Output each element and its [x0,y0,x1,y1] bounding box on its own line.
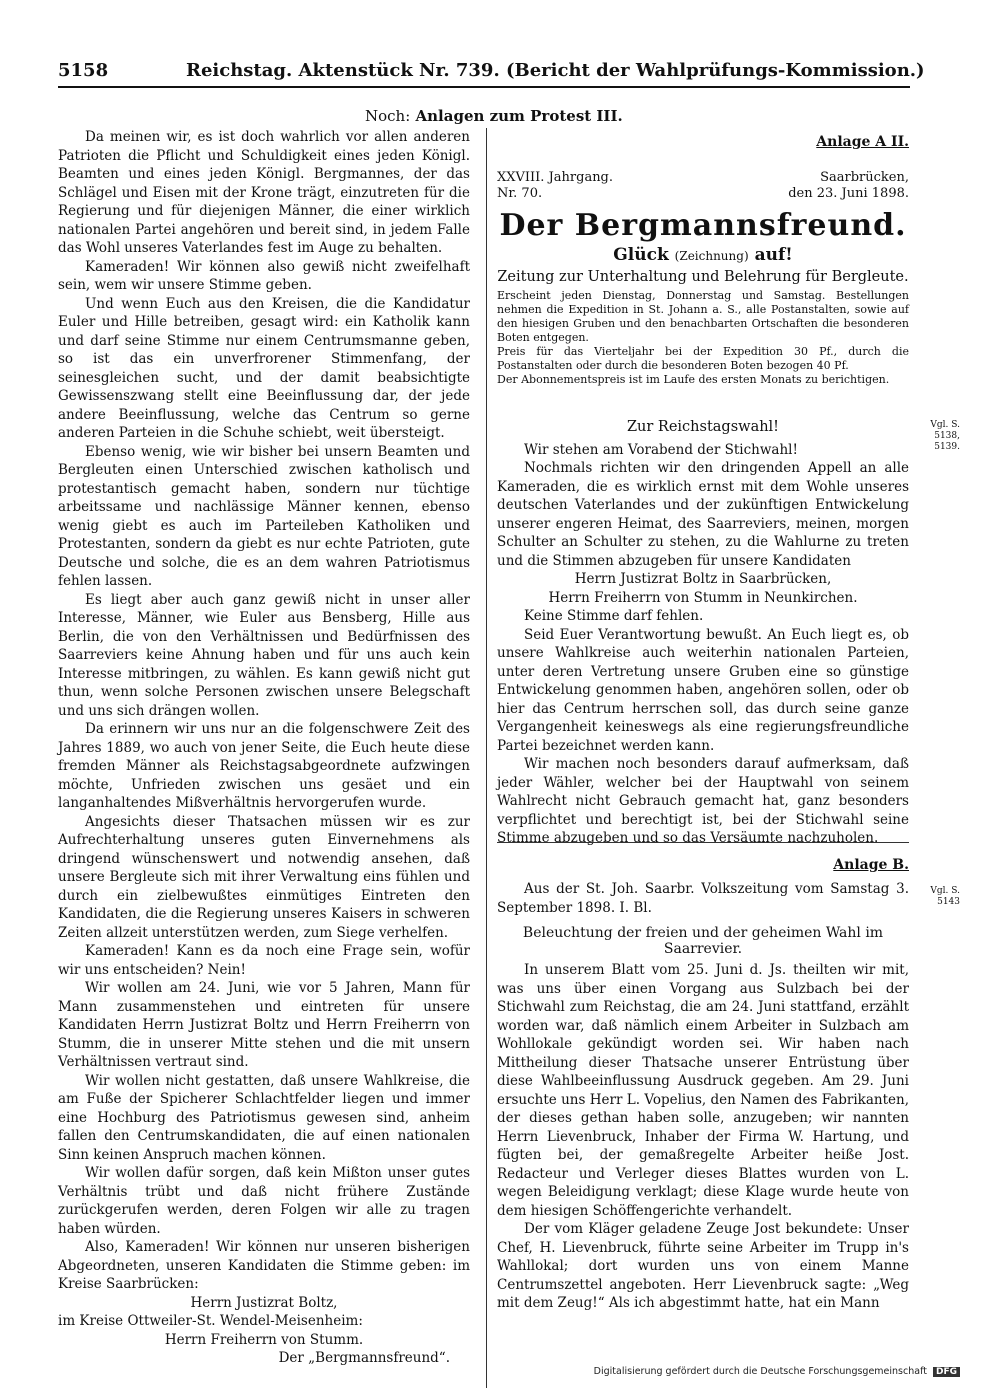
place: Saarbrücken, [820,170,909,185]
candidate-line: Herrn Freiherrn von Stumm. [164,1331,364,1348]
paragraph: Der vom Kläger geladene Zeuge Jost bekundete: Unser Chef, H. Lievenbruck, führte seine Arbeiter im Trupp in's Wahllokal; dort wurden uns von einem Manne Centrumszettel angeboten. Herr Lievenbruck sagte: „Weg mit dem Zeug!“ Als ich abgestimmt hatte, hat ein Mann [497,1221,909,1311]
subscription-notice: Erscheint jeden Dienstag, Donnerstag und Samstag. Bestellungen nehmen die Expedition in St. Johann a. S., alle Postanstalten, sowie auf den hiesigen Gruben und den benachbarten Ortschaften die besonderen Boten entgegen. Preis für das Vierteljahr bei der Expedition 30 Pf., durch die Postanstalten oder durch die besonderen Boten bezogen 40 Pf. Der Abonnementspreis ist im Laufe des ersten Monats zu berichtigen. [497,289,909,386]
article-heading: Zur Reichstagswahl! [626,419,780,435]
dfg-logo: DFG [933,1367,960,1377]
paragraph: In unserem Blatt vom 25. Juni d. Js. theilten wir mit, was uns über einen Vorgang aus Sulzbach bei der Stichwahl zum Reichstag, die am 24. Juni stattfand, erzählt worden war, daß nämlich einem Arbeiter in Sulzbach am Wohllokale gekündigt worden sei. Wir haben nach Mittheilung dieser Thatsache unserer Entrüstung über diese Wahlbeeinflussung Ausdruck gegeben. Am 29. Juni ersuchte uns Herr L. Vopelius, den Namen des Fabrikanten, der dieses gethan haben solle, anzugeben; wir nannten Herrn Lievenbruck, Inhaber der Firma W. Hartung, und fügten bei, der gemaßregelte Arbeiter heiße Jost. Redacteur und Verleger dieses Blattes wurden von L. wegen Beleidigung verklagt; diese Klage wurde heute von dem hiesigen Schöffengerichte verhandelt. [497,962,909,1219]
intro: Aus der St. Joh. Saarbr. Volkszeitung vom Samstag 3. September 1898. I. Bl. [497,881,909,916]
paragraph: Und wenn Euch aus den Kreisen, die die Kandidatur Euler und Hille betreiben, gesagt wird: ein Katholik kann und darf seine Stimme nur einem Centrumsmanne geben, so ist das ein unverfrorener Stimmenfang, der seinesgleichen sucht, und der damit beabsichtigte Gewissenszwang stellt eine Beeinflussung dar, der jede andere Beeinflussung, welche das Centrum so gerne anderen Parteien in die Schuhe schiebt, weit übersteigt. [58,295,470,441]
paragraph: Kameraden! Wir können also gewiß nicht zweifelhaft sein, wem wir unsere Stimme geben. [58,258,470,293]
section-rule [497,842,909,843]
paragraph: Wir wollen nicht gestatten, daß unsere Wahlkreise, die am Fuße der Spicherer Schlachtfelder liegen und immer eine Hochburg des Patriotismus gewesen sind, anheim fallen den Centrumskandidaten, die auf einen nationalen Sinn keinen Anspruch machen können. [58,1072,470,1163]
annex-a-label: Anlage A II. [816,134,909,150]
paragraph: Es liegt aber auch ganz gewiß nicht in unser aller Interesse, Männer, wie Euler aus Bensberg, Hille aus Berlin, die von den Verhältnissen und Bedürfnissen des Saarreviers keine Ahnung haben und für uns auch kein Interesse mitbringen, zu wählen. Es kann gewiß nicht gut thun, wenn solche Personen zwischen unsere Belegschaft und uns sich drängen wollen. [58,591,470,719]
paragraph: Seid Euer Verantwortung bewußt. An Euch liegt es, ob unsere Wahlkreise auch weiterhin nationalen Parteien, unter deren Vertretung unsere Gruben eine so günstige Entwickelung genommen haben, angehören sollen, oder ob hier das Centrum herrschen soll, das durch seine ganze Vergangenheit keineswegs als eine regierungsfreundliche Partei bezeichnet werden kann. [497,626,909,754]
paragraph: Wir wollen dafür sorgen, daß kein Mißton unser gutes Verhältnis trübt und daß nicht frühere Zustände zurückgerufen werden, deren Folgen wir alle zu tragen haben würden. [58,1165,470,1237]
signature: Der „Bergmannsfreund“. [278,1350,450,1366]
issue: Nr. 70. [497,186,543,201]
newspaper-masthead [497,170,909,387]
candidate-line: Herrn Justizrat Boltz in Saarbrücken, [574,571,832,587]
paragraph: Wir wollen am 24. Juni, wie vor 5 Jahren, Mann für Mann zusammenstehen und eintreten für unsere Kandidaten Herrn Justizrat Boltz und Herrn Freiherrn von Stumm, die in unserer Mitte stehen und die mit unsern Verhältnissen vertraut sind. [58,980,470,1070]
left-column [58,128,470,1368]
section-title: Noch: Anlagen zum Protest III. [365,107,623,125]
sidenote: Vgl. S. 5143 [930,886,960,907]
tagline: Zeitung zur Unterhaltung und Belehrung für Bergleute. [497,269,909,285]
paragraph: Keine Stimme darf fehlen. [524,608,704,624]
column-divider [486,128,487,1388]
newspaper-title: Der Bergmannsfreund. [499,208,907,243]
article-reichstagswahl [497,418,909,848]
sidenote: Vgl. S. 5138, 5139. [930,420,960,452]
paragraph: Da meinen wir, es ist doch wahrlich vor allen anderen Patrioten die Pflicht und Schuldigkeit eines jeden Königl. Beamten und eines jeden Königl. Bergmannes, der das Schlägel und Eisen mit der Krone trägt, einzutreten für die Regierung und für diejenigen Männer, die einer wirklich nationalen Partei angehören und bereit sind, in jedem Falle das Wohl unseres Vaterlandes fest im Auge zu behalten. [58,129,470,256]
paragraph: Da erinnern wir uns nur an die folgenschwere Zeit des Jahres 1889, wo auch von jener Seite, die Euch heute diese fremden Männer als Reichstagsabgeordnete aufzwingen möchte, Unfrieden zwischen uns gesäet und ein langanhaltendes Mißverhältnis hervorgerufen wurde. [58,721,470,811]
volume: XXVIII. Jahrgang. [497,170,614,185]
candidate-line: Herrn Freiherrn von Stumm in Neunkirchen. [548,589,858,606]
paragraph: Kameraden! Kann es da noch eine Frage sein, wofür wir uns entscheiden? Nein! [58,943,470,978]
paragraph: Nochmals richten wir den dringenden Appell an alle Kameraden, die es wirklich ernst mit dem Wohle unseres deutschen Vaterlandes und der zukünftigen Entwickelung unserer engeren Heimat, des Saarreviers, meinen, morgen Schulter an Schulter zu stehen, zu die Wahlurne zu treten und die Stimmen abzugeben für unsere Kandidaten [497,460,909,569]
candidate-line: Herrn Justizrat Boltz, [190,1294,338,1311]
paragraph: Wir stehen am Vorabend der Stichwahl! [524,441,798,458]
paragraph: Ebenso wenig, wie wir bisher bei unsern Beamten und Bergleuten einen Unterschied zwischen katholisch und protestantisch gemacht haben, sondern nur tüchtige arbeitssame und nachlässige Männer kennen, ebenso wenig giebt es auch im Parteileben Katholiken und Protestanten, sondern da giebt es nur echte Patrioten, gute Deutsche und solche, die es an dem wahren Patriotismus fehlen lassen. [58,443,470,589]
header-title: Reichstag. Aktenstück Nr. 739. (Bericht der Wahlprüfungs-Kommission.) [186,60,925,81]
article-heading: Beleuchtung der freien und der geheimen Wahl im Saarrevier. [522,925,884,957]
header-rule [58,86,910,88]
footer [594,1366,960,1377]
paragraph: Angesichts dieser Thatsachen müssen wir es zur Aufrechterhaltung unseres guten Einvernehmens als dringend wünschenswert und notwendig ansehen, daß unsere Bergleute sich mit ihrer Verwaltung eins fühlen und durch ein zielbewußtes einmütiges Eintreten den Kandidaten, die die Regierung unseres Kaisers in schweren Zeiten allzeit unterstützen werden, zum Siege verhelfen. [58,813,470,941]
paragraph: Also, Kameraden! Wir können nur unseren bisherigen Abgeordneten, unseren Kandidaten die Stimme geben: im Kreise Saarbrücken: [58,1239,470,1292]
footer-text: Digitalisierung gefördert durch die Deutsche Forschungsgemeinschaft [593,1366,927,1377]
annex-b-label: Anlage B. [833,857,909,873]
page-number: 5158 [58,60,109,81]
article-beleuchtung [497,880,909,1313]
district-line: im Kreise Ottweiler-St. Wendel-Meisenheim: [58,1313,363,1329]
motto: Glück (Zeichnung) auf! [613,245,793,265]
paragraph: Wir machen noch besonders darauf aufmerksam, daß jeder Wähler, welcher bei der Hauptwahl von seinem Wahlrecht nicht Gebrauch gemacht hat, ganz besonders verpflichtet und berechtigt ist, bei der Stichwahl seine Stimme abzugeben und so das Versäumte nachzuholen. [497,756,909,846]
date: den 23. Juni 1898. [788,186,909,201]
